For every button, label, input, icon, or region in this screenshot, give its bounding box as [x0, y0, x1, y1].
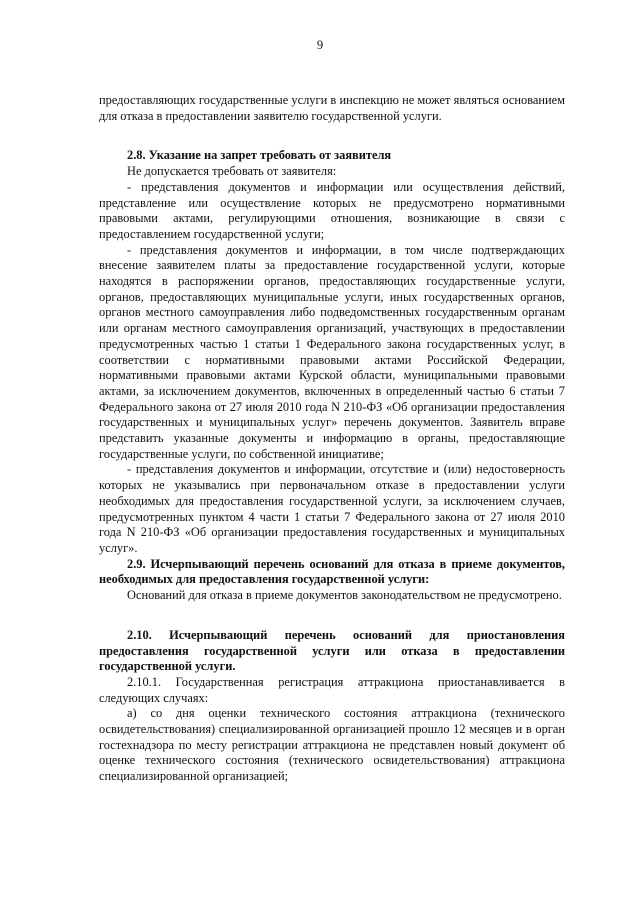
section-heading-2-10: 2.10. Исчерпывающий перечень оснований для приостановления предоставления государственной услуги или отказа в предоставлении государственной услуги. [99, 627, 565, 674]
list-item-requirement-b: - представления документов и информации, в том числе подтверждающих внесение заявителем платы за предоставление государственной услуги, которые находятся в распоряжении органов, предоставляющих государственные услуги, органов, предоставляющих муниципальные услуги, иных государственных органов, органов местного самоуправления либо подведомственных государственным органам или органам местного самоуправления организаций, участвующих в предоставлении предусмотренных частью 1 статьи 1 Федерального закона государственных услуг, в соответствии с нормативными правовыми актами Российской Федерации, нормативными правовыми актами Курской области, муниципальными правовыми актами, за исключением документов, включенных в определенный частью 6 статьи 7 Федерального закона от 27 июля 2010 года N 210-ФЗ «Об организации предоставления государственных и муниципальных услуг» перечень документов. Заявитель вправе представить указанные документы и информацию в органы, предоставляющие государственные услуги, по собственной инициативе; [99, 242, 565, 461]
paragraph-intro: Не допускается требовать от заявителя: [127, 164, 337, 179]
document-body [99, 93, 565, 785]
paragraph-2-10-1: 2.10.1. Государственная регистрация аттракциона приостанавливается в следующих случаях: [99, 674, 565, 705]
list-item-requirement-a: - представления документов и информации или осуществления действий, представление или осуществление которых не предусмотрено нормативными правовыми актами, регулирующими отношения, возникающие в связи с предоставлением государственной услуги; [99, 179, 565, 241]
paragraph-continuation: предоставляющих государственные услуги в инспекцию не может являться основанием для отказа в предоставлении заявителю государственной услуги. [99, 93, 565, 123]
list-item-2-10-1-a: а) со дня оценки технического состояния аттракциона (технического освидетельствования) специализированной организацией прошло 12 месяцев и в орган гостехнадзора по месту регистрации аттракциона не представлен новый документ об оценке технического состояния (технического освидетельствования) аттракциона специализированной организацией; [99, 706, 565, 784]
page-number: 9 [316, 38, 324, 52]
section-heading-2-9: 2.9. Исчерпывающий перечень оснований для отказа в приеме документов, необходимых для предоставления государственной услуги: [99, 556, 565, 587]
section-heading-2-8: 2.8. Указание на запрет требовать от заявителя [127, 148, 392, 163]
list-item-requirement-c: - представления документов и информации, отсутствие и (или) недостоверность которых не указывались при первоначальном отказе в предоставлении услуги необходимых для предоставления государственной услуги, за исключением случаев, предусмотренных пунктом 4 части 1 статьи 7 Федерального закона от 27 июля 2010 года N 210-ФЗ «Об организации предоставления государственных и муниципальных услуг». [99, 462, 565, 555]
paragraph-2-9: Оснований для отказа в приеме документов законодательством не предусмотрено. [127, 588, 562, 603]
